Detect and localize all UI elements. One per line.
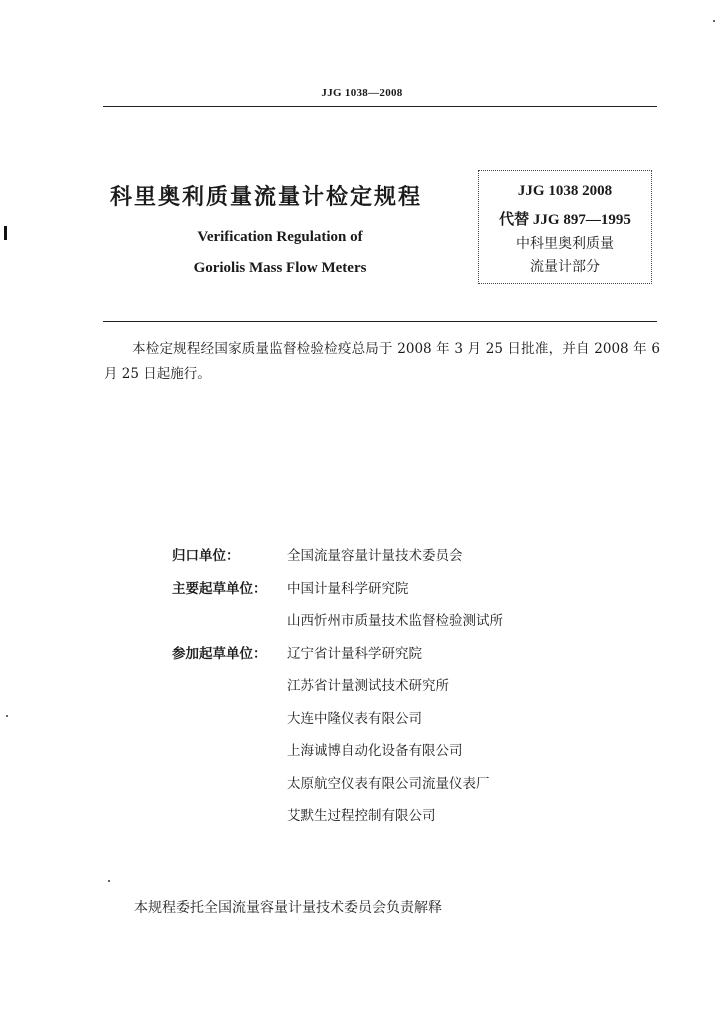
responsible-unit-value: 全国流量容量计量技术委员会	[287, 548, 463, 565]
code-box-part-line2: 流量计部分	[530, 259, 600, 275]
code-box-part-line1: 中科里奥利质量	[516, 236, 614, 252]
scan-dust-dot	[108, 880, 110, 882]
unit-row-participating	[172, 766, 592, 799]
title-english-line2: Goriolis Mass Flow Meters	[193, 260, 367, 276]
participating-value: 大连中隆仪表有限公司	[287, 710, 422, 727]
code-box-main-code: JJG 1038 2008	[517, 183, 613, 199]
interpretation-note: 本规程委托全国流量容量计量技术委员会负责解释	[134, 900, 442, 916]
main-drafting-label: 主要起草单位：	[172, 580, 267, 597]
unit-row-responsible	[172, 538, 592, 571]
header-standard-code: JJG 1038—2008	[321, 87, 403, 99]
main-drafting-value: 中国计量科学研究院	[287, 580, 409, 597]
title-chinese: 科里奥利质量流量计检定规程	[110, 185, 423, 210]
standard-code-box	[478, 170, 652, 284]
unit-row-participating	[172, 636, 592, 669]
participating-value: 江苏省计量测试技术研究所	[287, 678, 449, 695]
scan-dust-dot	[713, 20, 715, 22]
participating-value: 辽宁省计量科学研究院	[287, 645, 422, 662]
unit-row-participating	[172, 733, 592, 766]
approval-paragraph: 本检定规程经国家质量监督检验检疫总局于 2008 年 3 月 25 日批准，并自 2008 年 6 月 25 日起施行。	[104, 341, 660, 382]
unit-row-main-drafting	[172, 571, 592, 604]
scan-edge-mark	[4, 226, 7, 240]
title-english-line1: Verification Regulation of	[197, 229, 363, 245]
unit-row-main-drafting	[172, 603, 592, 636]
code-box-replaces: 代替 JJG 897—1995	[499, 212, 631, 228]
participating-value: 艾默生过程控制有限公司	[287, 808, 436, 825]
drafting-units	[172, 538, 592, 831]
unit-row-participating	[172, 668, 592, 701]
main-drafting-value: 山西忻州市质量技术监督检验测试所	[287, 613, 503, 630]
unit-row-participating	[172, 798, 592, 831]
responsible-unit-label: 归口单位：	[172, 548, 240, 565]
section-rule	[103, 321, 657, 322]
participating-value: 上海诚博自动化设备有限公司	[287, 743, 463, 760]
participating-label: 参加起草单位：	[172, 645, 267, 662]
header-rule	[103, 106, 657, 107]
scan-dust-dot	[6, 715, 8, 717]
participating-value: 太原航空仪表有限公司流量仪表厂	[287, 775, 490, 792]
unit-row-participating	[172, 701, 592, 734]
